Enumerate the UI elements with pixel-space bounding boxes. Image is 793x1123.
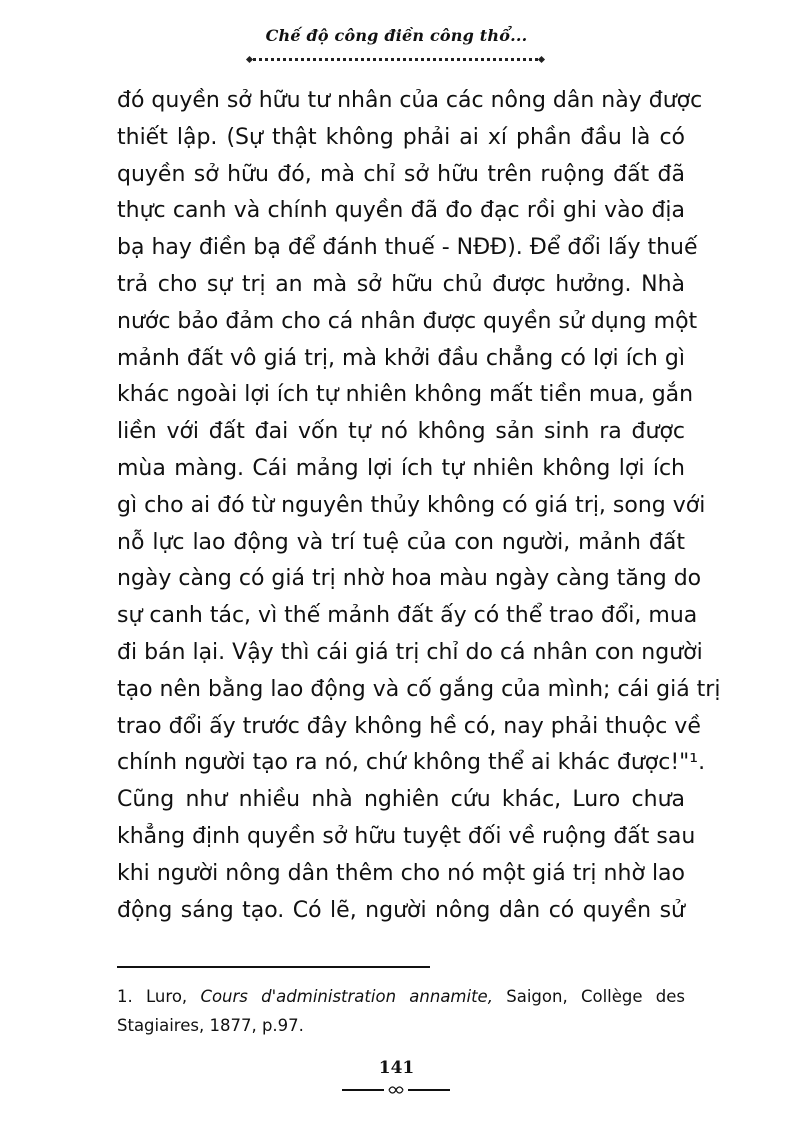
page-number: 141 (378, 1058, 415, 1078)
body-line: trả cho sự trị an mà sở hữu chủ được hưởng. Nhà (117, 271, 685, 297)
body-line: Cũng như nhiều nhà nghiên cứu khác, Luro chưa (117, 787, 685, 813)
footnote-separator (117, 966, 430, 968)
body-text (117, 83, 721, 929)
body-line: bạ hay điền bạ để đánh thuế - NĐĐ). Để đổi lấy thuế (117, 235, 698, 261)
header-dotted-rule (253, 58, 538, 61)
body-line: đó quyền sở hữu tư nhân của các nông dân này được (117, 88, 703, 113)
footnote (117, 982, 685, 1040)
body-line: gì cho ai đó từ nguyên thủy không có giá trị, song với (117, 492, 706, 518)
body-line: ngày càng có giá trị nhờ hoa màu ngày càng tăng do (117, 566, 702, 592)
body-line: liền với đất đai vốn tự nó không sản sinh ra được (117, 419, 685, 445)
body-line: quyền sở hữu đó, mà chỉ sở hữu trên ruộng đất đã (117, 161, 685, 187)
page-number-ornament (342, 1086, 450, 1094)
body-line: khi người nông dân thêm cho nó một giá trị nhờ lao (117, 860, 685, 886)
body-line: chính người tạo ra nó, chứ không thể ai khác được!"¹. (117, 750, 706, 776)
body-line: sự canh tác, vì thế mảnh đất ấy có thể trao đổi, mua (117, 603, 698, 629)
body-line: khẳng định quyền sở hữu tuyệt đối về ruộng đất sau (117, 823, 696, 849)
body-line: khác ngoài lợi ích tự nhiên không mất tiền mua, gắn (117, 382, 694, 408)
body-line: trao đổi ấy trước đây không hề có, nay phải thuộc về (117, 713, 701, 739)
body-line: nỗ lực lao động và trí tuệ của con người, mảnh đất (117, 529, 685, 555)
ornament-knot-icon (388, 1086, 404, 1094)
footnote-publisher: Saigon, Collège des (506, 987, 686, 1006)
body-line: động sáng tạo. Có lẽ, người nông dân có quyền sử (117, 897, 685, 923)
running-header (0, 26, 793, 45)
ornament-left-bar (342, 1089, 384, 1091)
body-line: thiết lập. (Sự thật không phải ai xí phần đầu là có (117, 124, 685, 150)
ornament-right-bar (408, 1089, 450, 1091)
body-line: mảnh đất vô giá trị, mà khởi đầu chẳng có lợi ích gì (117, 345, 685, 371)
body-line: nước bảo đảm cho cá nhân được quyền sử dụng một (117, 308, 698, 334)
body-line: đi bán lại. Vậy thì cái giá trị chỉ do cá nhân con người (117, 639, 703, 665)
footnote-number: 1. (117, 987, 133, 1006)
footnote-line-2: Stagiaires, 1877, p.97. (117, 1016, 304, 1035)
footnote-work-title: Cours d'administration annamite, (200, 987, 493, 1006)
footnote-author: Luro, (146, 987, 188, 1006)
running-header-title: Chế độ công điền công thổ... (265, 26, 528, 45)
body-line: mùa màng. Cái mảng lợi ích tự nhiên không lợi ích (117, 455, 685, 481)
footnote-line-1 (117, 982, 685, 1011)
body-line: thực canh và chính quyền đã đo đạc rồi ghi vào địa (117, 198, 685, 224)
body-line: tạo nên bằng lao động và cố gắng của mình; cái giá trị (117, 676, 721, 702)
